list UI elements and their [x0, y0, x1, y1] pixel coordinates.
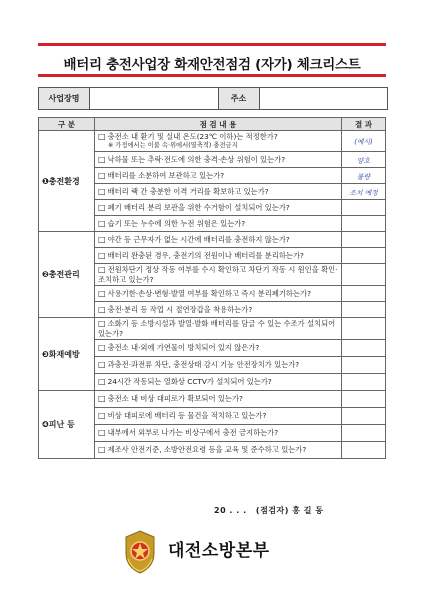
inspection-date: 20 . . . — [214, 506, 247, 515]
checklist-item-text: 충전소 내 환기 및 실내 온도(23℃ 이하)는 적정한가? — [107, 131, 278, 141]
checklist-item — [95, 286, 342, 302]
checklist-item-text: 충전소 내·외에 가연물이 방치되어 있지 않은가? — [107, 343, 260, 353]
result-cell[interactable] — [342, 391, 386, 408]
checklist-item — [95, 200, 342, 216]
checkbox[interactable]: □ — [98, 319, 106, 328]
checklist-item — [95, 264, 342, 286]
section-label: ❷충전관리 — [39, 232, 95, 318]
checklist-item — [95, 184, 342, 200]
checkbox[interactable]: □ — [98, 288, 106, 298]
result-cell[interactable] — [342, 425, 386, 442]
result-cell[interactable]: 양호 — [342, 152, 386, 168]
checkbox[interactable]: □ — [98, 170, 106, 180]
checklist-item-text: 충전소 내 비상 대피로가 확보되어 있는가? — [107, 394, 243, 404]
checklist-item-text: 폐기 배터리 분리 보관을 위한 수거함이 설치되어 있는가? — [107, 202, 290, 212]
agency-name: 대전소방본부 — [168, 541, 270, 561]
checklist-item-text: 전원차단기 정상 작동 여부를 수시 확인하고 차단기 작동 시 원인을 확인·조치하고 있는가? — [98, 265, 338, 284]
checklist-item-text: 습기 또는 누수에 의한 누전 위험은 있는가? — [107, 218, 246, 228]
checklist-item — [95, 248, 342, 264]
checklist-item-text: 내부에서 외부로 나가는 비상구에서 충전 금지하는가? — [107, 428, 279, 438]
result-cell[interactable] — [342, 318, 386, 340]
checklist-item — [95, 168, 342, 184]
checklist-item — [95, 408, 342, 425]
address-label: 주소 — [219, 88, 260, 109]
result-cell[interactable] — [342, 302, 386, 318]
checklist-item-text: 비상 대피로에 배터리 등 물건을 적치하고 있는가? — [107, 411, 267, 421]
title-top-rule — [38, 43, 386, 46]
checklist-item-text: 배터리를 소분하여 보관하고 있는가? — [107, 170, 225, 180]
checklist-item — [95, 374, 342, 391]
header-content: 점 검 내 용 — [95, 118, 342, 131]
result-cell[interactable] — [342, 442, 386, 459]
checkbox[interactable]: □ — [98, 218, 106, 228]
checklist-item-note: ※ 가정에서는 이불 속·위에서(열축적) 충전금지 — [108, 142, 238, 149]
checklist-item — [95, 340, 342, 357]
checklist-item-text: 제조사 안전기준, 소방안전요령 등을 교육 및 준수하고 있는가? — [107, 445, 307, 455]
result-cell[interactable] — [342, 357, 386, 374]
result-cell[interactable] — [342, 264, 386, 286]
checklist-item-text: 낙하물 또는 추락·전도에 의한 충격·손상 위험이 있는가? — [107, 154, 286, 164]
checklist-item — [95, 216, 342, 232]
checkbox[interactable]: □ — [98, 131, 106, 141]
business-name-label: 사업장명 — [39, 88, 90, 109]
checkbox[interactable]: □ — [98, 234, 106, 244]
checklist-item — [95, 232, 342, 248]
checkbox[interactable]: □ — [98, 250, 106, 260]
checkbox[interactable]: □ — [98, 343, 106, 353]
result-cell[interactable] — [342, 408, 386, 425]
checkbox[interactable]: □ — [98, 202, 106, 212]
result-cell[interactable] — [342, 232, 386, 248]
checklist-item — [95, 425, 342, 442]
result-cell[interactable] — [342, 374, 386, 391]
checkbox[interactable]: □ — [98, 428, 106, 438]
result-cell[interactable]: (예시) — [342, 131, 386, 152]
checkbox[interactable]: □ — [98, 360, 106, 370]
page-title: 배터리 충전사업장 화재안전점검 (자가) 체크리스트 — [63, 57, 361, 73]
header-result: 결 과 — [342, 118, 386, 131]
inspection-footer — [214, 505, 329, 516]
checkbox[interactable]: □ — [98, 154, 106, 164]
address-field[interactable] — [260, 88, 388, 109]
checkbox[interactable]: □ — [98, 304, 106, 314]
checkbox[interactable]: □ — [98, 445, 106, 455]
result-cell[interactable] — [342, 286, 386, 302]
checklist-item-text: 야간 등 근무자가 없는 시간에 배터리를 충전하지 않는가? — [107, 234, 290, 244]
checkbox[interactable]: □ — [98, 265, 106, 274]
checklist-item — [95, 391, 342, 408]
header-category: 구 분 — [39, 118, 95, 131]
checklist-item-text: 사용기한·손상·변형·발열 여부를 확인하고 즉시 분리폐기하는가? — [107, 288, 311, 298]
checklist-item — [95, 152, 342, 168]
checklist-item-text: 배터리 완충된 경우, 충전기의 전원이나 배터리를 분리하는가? — [107, 250, 304, 260]
result-cell[interactable] — [342, 340, 386, 357]
inspector-name: (점검자) 홍 길 동 — [255, 506, 324, 515]
result-cell[interactable]: 불량 — [342, 168, 386, 184]
section-label: ❶충전환경 — [39, 131, 95, 232]
checklist-item — [95, 442, 342, 459]
checkbox[interactable]: □ — [98, 377, 106, 387]
table-row — [39, 318, 386, 340]
checklist-item — [95, 357, 342, 374]
result-cell[interactable] — [342, 216, 386, 232]
table-header-row — [39, 118, 386, 131]
result-cell[interactable]: 조치 예정 — [342, 184, 386, 200]
checklist-item — [95, 318, 342, 340]
checklist-table — [38, 117, 386, 459]
table-row — [39, 232, 386, 248]
business-name-field[interactable] — [90, 88, 219, 109]
checklist-item — [95, 302, 342, 318]
table-row — [39, 131, 386, 152]
checkbox[interactable]: □ — [98, 186, 106, 196]
result-cell[interactable] — [342, 248, 386, 264]
result-cell[interactable] — [342, 200, 386, 216]
section-label: ❸화재예방 — [39, 318, 95, 391]
checklist-item — [95, 131, 342, 152]
checklist-item-text: 소화기 등 소방시설과 발열·발화 배터리를 담글 수 있는 수조가 설치되어 있는가? — [98, 319, 336, 338]
checklist-item-text: 배터리 랙 간 충분한 이격 거리를 확보하고 있는가? — [107, 186, 269, 196]
checkbox[interactable]: □ — [98, 394, 106, 404]
title-bottom-rule — [38, 74, 386, 77]
section-label: ❹피난 등 — [39, 391, 95, 459]
checklist-item-text: 24시간 작동되는 열화상 CCTV가 설치되어 있는가? — [107, 377, 272, 387]
checklist-item-text: 과충전·과전류 차단, 충전상태 감시 기능 안전장치가 있는가? — [107, 360, 300, 370]
checkbox[interactable]: □ — [98, 411, 106, 421]
fire-agency-emblem-icon — [120, 529, 160, 575]
checklist-item-text: 충전·분리 등 작업 시 절연장갑을 착용하는가? — [107, 304, 253, 314]
business-info-row — [38, 87, 388, 110]
table-row — [39, 391, 386, 408]
